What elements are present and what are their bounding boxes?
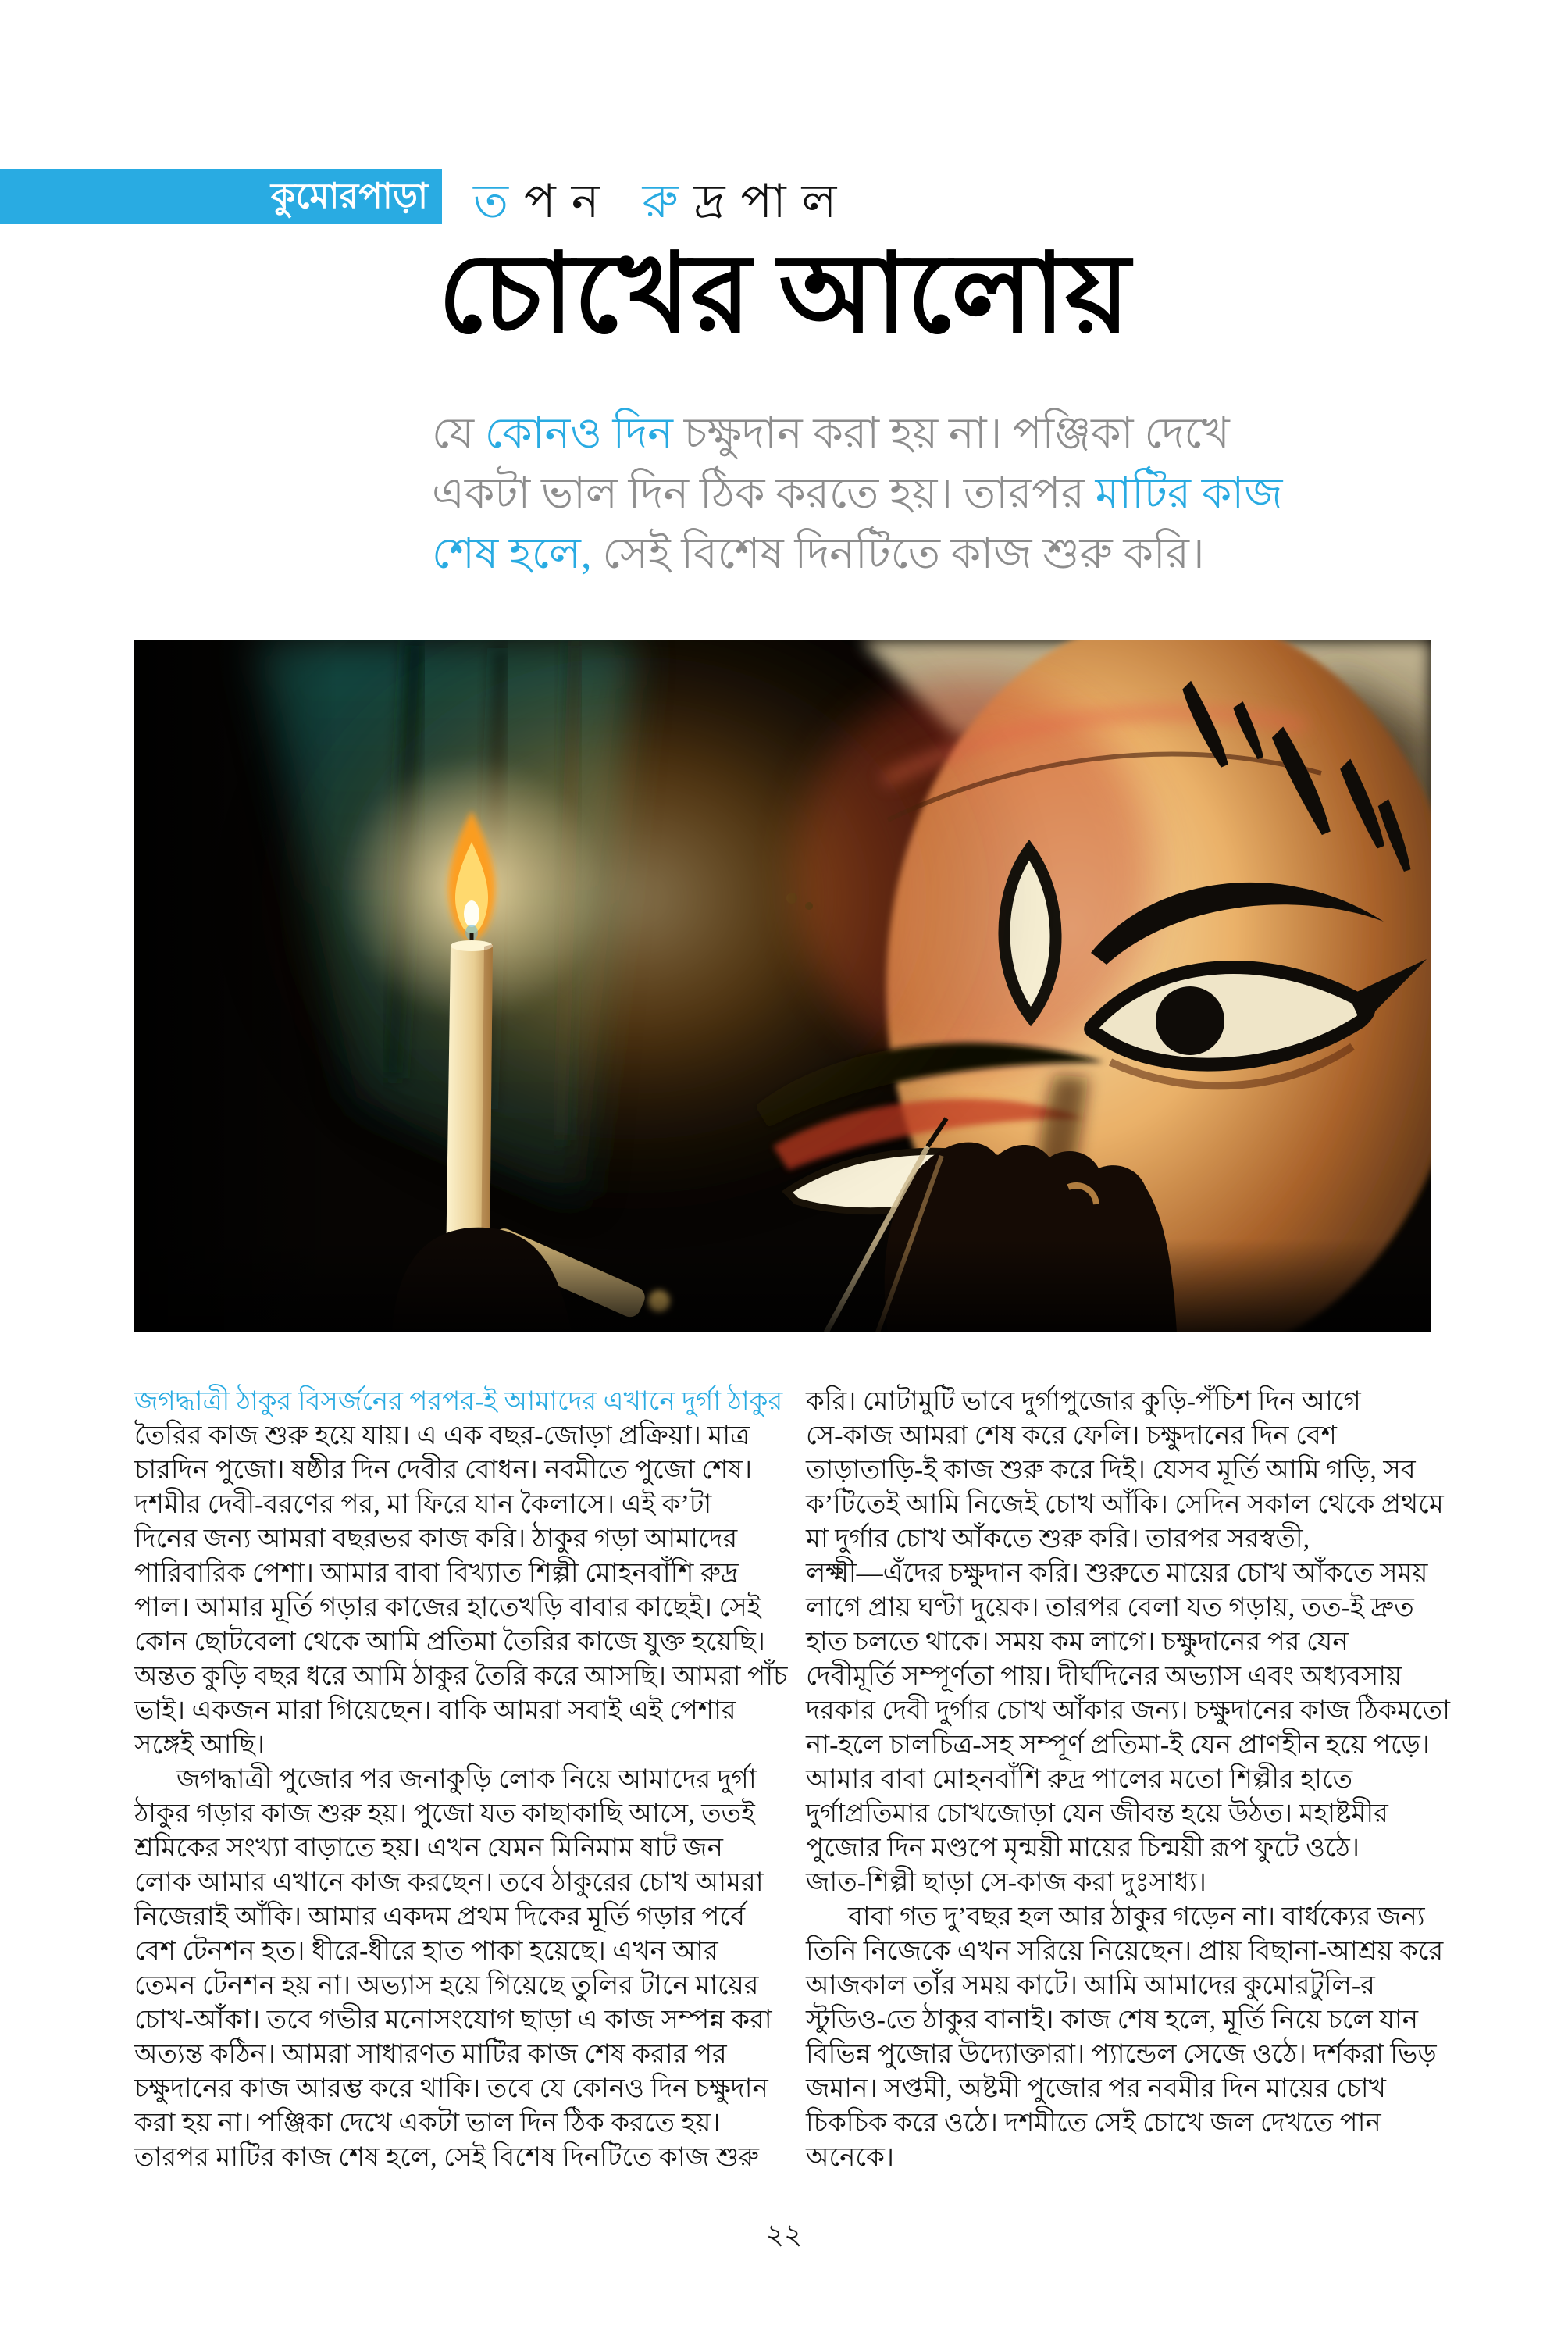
body-text-line: চক্ষুদানের কাজ আরম্ভ করে থাকি। তবে যে কোনও দিন চক্ষুদান bbox=[134, 2074, 768, 2103]
lead-line: যে কোনও দিন চক্ষুদান করা হয় না। পঞ্জিকা দেখে bbox=[432, 409, 1230, 457]
body-text-line: জগদ্ধাত্রী পুজোর পর জনাকুড়ি লোক নিয়ে আমাদের দুর্গা bbox=[176, 1765, 757, 1794]
body-text-line: দশমীর দেবী-বরণের পর, মা ফিরে যান কৈলাসে। এই ক’টা bbox=[134, 1490, 712, 1519]
page-number: ২২ bbox=[765, 2219, 803, 2250]
body-text-line: লক্ষ্মী—এঁদের চক্ষুদান করি। শুরুতে মায়ের চোখ আঁকতে সময় bbox=[806, 1559, 1428, 1588]
body-text-line: তেমন টেনশন হয় না। অভ্যাস হয়ে গিয়েছে তুলির টানে মায়ের bbox=[134, 1971, 759, 2000]
feature-photo bbox=[134, 640, 1431, 1332]
body-text-line: হাত চলতে থাকে। সময় কম লাগে। চক্ষুদানের পর যেন bbox=[806, 1628, 1349, 1656]
body-text-line: মা দুর্গার চোখ আঁকতে শুরু করি। তারপর সরস্বতী, bbox=[806, 1524, 1310, 1553]
body-text-line: সে-কাজ আমরা শেষ করে ফেলি। চক্ষুদানের দিন বেশ bbox=[806, 1421, 1337, 1450]
body-text-line: তারপর মাটির কাজ শেষ হলে, সেই বিশেষ দিনটিতে কাজ শুরু bbox=[134, 2143, 759, 2172]
body-text-line: দেবীমূর্তি সম্পূর্ণতা পায়। দীর্ঘদিনের অভ্যাস এবং অধ্যবসায় bbox=[806, 1662, 1402, 1691]
left-vignette bbox=[134, 640, 337, 1332]
body-text-line: দিনের জন্য আমরা বছরভর কাজ করি। ঠাকুর গড়া আমাদের bbox=[134, 1524, 738, 1553]
lead-paragraph bbox=[432, 403, 1447, 583]
body-text-line: লাগে প্রায় ঘণ্টা দুয়েক। তারপর বেলা যত গড়ায়, তত-ই দ্রুত bbox=[806, 1593, 1414, 1622]
flame-core bbox=[464, 900, 479, 927]
body-text-line: নিজেরাই আঁকি। আমার একদম প্রথম দিকের মূর্তি গড়ার পর্বে bbox=[134, 1902, 746, 1931]
body-text-line: কোন ছোটবেলা থেকে আমি প্রতিমা তৈরির কাজে যুক্ত হয়েছি। bbox=[134, 1628, 765, 1656]
body-text-line: অত্যন্ত কঠিন। আমরা সাধারণত মাটির কাজ শেষ করার পর bbox=[134, 2040, 727, 2069]
body-text-line: চারদিন পুজো। ষষ্ঠীর দিন দেবীর বোধন। নবমীতে পুজো শেষ। bbox=[134, 1456, 753, 1485]
body-text-line: পাল। আমার মূর্তি গড়ার কাজের হাতেখড়ি বাবার কাছেই। সেই bbox=[134, 1593, 761, 1622]
body-text-line: দুর্গাপ্রতিমার চোখজোড়া যেন জীবন্ত হয়ে উঠত। মহাষ্টমীর bbox=[806, 1799, 1388, 1828]
body-text-line: ক’টিতেই আমি নিজেই চোখ আঁকি। সেদিন সকাল থেকে প্রথমে bbox=[806, 1490, 1444, 1519]
body-text-line: সঙ্গেই আছি। bbox=[134, 1731, 265, 1760]
body-text-line: ভাই। একজন মারা গিয়েছেন। বাকি আমরা সবাই এই পেশার bbox=[134, 1696, 736, 1725]
body-text-line: আমার বাবা মোহনবাঁশি রুদ্র পালের মতো শিল্পীর হাতে bbox=[806, 1765, 1353, 1794]
lead-line: একটা ভাল দিন ঠিক করতে হয়। তারপর মাটির কাজ bbox=[432, 469, 1283, 517]
feature-photo-illustration bbox=[134, 640, 1431, 1332]
section-kicker-label: কুমোরপাড়া bbox=[270, 176, 428, 216]
body-column-left bbox=[134, 1385, 788, 2175]
body-text-line: ঠাকুর গড়ার কাজ শুরু হয়। পুজো যত কাছাকাছি আসে, ততই bbox=[134, 1799, 755, 1828]
body-text-line: করি। মোটামুটি ভাবে দুর্গাপুজোর কুড়ি-পঁচিশ দিন আগে bbox=[806, 1387, 1361, 1416]
body-text-line: লোক আমার এখানে কাজ করছেন। তবে ঠাকুরের চোখ আমরা bbox=[134, 1868, 764, 1897]
body-text-line: জমান। সপ্তমী, অষ্টমী পুজোর পর নবমীর দিন মায়ের চোখ bbox=[806, 2074, 1386, 2103]
lead-line: শেষ হলে, সেই বিশেষ দিনটিতে কাজ শুরু করি। bbox=[432, 530, 1205, 577]
body-text-line: না-হলে চালচিত্র-সহ সম্পূর্ণ প্রতিমা-ই যেন প্রাণহীন হয়ে পড়ে। bbox=[806, 1731, 1430, 1760]
body-text-line: চোখ-আঁকা। তবে গভীর মনোসংযোগ ছাড়া এ কাজ সম্পন্ন করা bbox=[134, 2006, 772, 2034]
body-text-line: চিকচিক করে ওঠে। দশমীতে সেই চোখে জল দেখতে পান bbox=[806, 2109, 1381, 2138]
body-text-line: করা হয় না। পঞ্জিকা দেখে একটা ভাল দিন ঠিক করতে হয়। bbox=[134, 2109, 721, 2138]
body-text-line: জাত-শিল্পী ছাড়া সে-কাজ করা দুঃসাধ্য। bbox=[806, 1868, 1206, 1897]
body-text-line: বেশ টেনশন হত। ধীরে-ধীরে হাত পাকা হয়েছে। এখন আর bbox=[134, 1937, 718, 1966]
body-text-line: জগদ্ধাত্রী ঠাকুর বিসর্জনের পরপর-ই আমাদের এখানে দুর্গা ঠাকুর bbox=[134, 1387, 783, 1416]
body-text-line: পুজোর দিন মণ্ডপে মৃন্ময়ী মায়ের চিন্ময়ী রূপ ফুটে ওঠে। bbox=[806, 1834, 1360, 1863]
body-text-line: বিভিন্ন পুজোর উদ্যোক্তারা। প্যান্ডেল সেজে ওঠে। দর্শকরা ভিড় bbox=[806, 2040, 1437, 2069]
article-title: চোখের আলোয় bbox=[437, 234, 1131, 355]
body-text-line: স্টুডিও-তে ঠাকুর বানাই। কাজ শেষ হলে, মূর্তি নিয়ে চলে যান bbox=[806, 2006, 1419, 2034]
body-column-right bbox=[806, 1385, 1456, 2175]
body-text-line: শ্রমিকের সংখ্যা বাড়াতে হয়। এখন যেমন মিনিমাম ষাট জন bbox=[134, 1834, 723, 1863]
author-name-line: তপন রুদ্রপাল bbox=[473, 176, 853, 227]
body-text-line: আজকাল তাঁর সময় কাটে। আমি আমাদের কুমোরটুলি-র bbox=[806, 1971, 1375, 2000]
body-text-line: তাড়াতাড়ি-ই কাজ শুরু করে দিই। যেসব মূর্তি আমি গড়ি, সব bbox=[806, 1456, 1416, 1485]
body-text-line: বাবা গত দু’বছর হল আর ঠাকুর গড়েন না। বার্ধক্যের জন্য bbox=[848, 1902, 1425, 1931]
body-text-line: অনেকে। bbox=[806, 2143, 895, 2172]
body-text-line: পারিবারিক পেশা। আমার বাবা বিখ্যাত শিল্পী মোহনবাঁশি রুদ্র bbox=[134, 1559, 739, 1588]
section-kicker bbox=[0, 169, 442, 224]
body-text-line: দরকার দেবী দুর্গার চোখ আঁকার জন্য। চক্ষুদানের কাজ ঠিকমতো bbox=[806, 1696, 1450, 1725]
body-text-line: তিনি নিজেকে এখন সরিয়ে নিয়েছেন। প্রায় বিছানা-আশ্রয় করে bbox=[806, 1937, 1444, 1966]
body-text-line: তৈরির কাজ শুরু হয়ে যায়। এ এক বছর-জোড়া প্রক্রিয়া। মাত্র bbox=[134, 1421, 750, 1450]
body-text-line: অন্তত কুড়ি বছর ধরে আমি ঠাকুর তৈরি করে আসছি। আমরা পাঁচ bbox=[134, 1662, 788, 1691]
